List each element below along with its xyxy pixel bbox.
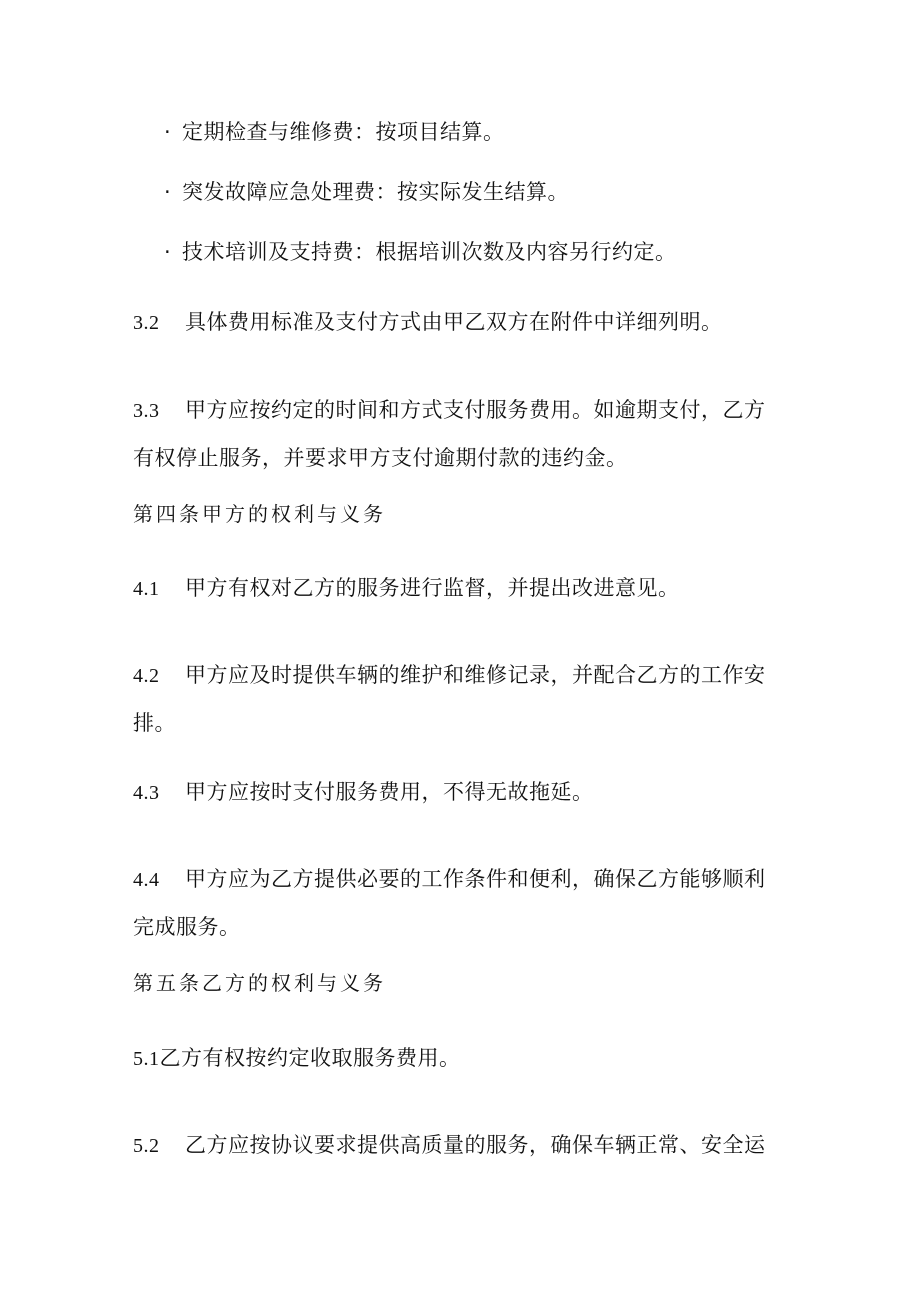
clause-number: 5.2 <box>133 1135 160 1157</box>
clause-4-1 <box>133 574 680 603</box>
clause-4-4 <box>133 865 766 894</box>
clause-4-2 <box>133 661 766 690</box>
bullet-text: 突发故障应急处理费：按实际发生结算。 <box>182 180 569 204</box>
clause-number: 5.1 <box>133 1048 160 1070</box>
clause-text: 甲方有权对乙方的服务进行监督，并提出改进意见。 <box>185 576 680 600</box>
clause-3-3-continued <box>133 444 628 472</box>
bullet-item <box>164 118 505 146</box>
clause-text: 具体费用标准及支付方式由甲乙双方在附件中详细列明。 <box>185 310 723 334</box>
clause-number: 4.3 <box>133 782 160 804</box>
clause-text: 有权停止服务，并要求甲方支付逾期付款的违约金。 <box>133 446 628 470</box>
clause-text: 甲方应按约定的时间和方式支付服务费用。如逾期支付，乙方 <box>185 398 766 422</box>
clause-3-3 <box>133 396 766 425</box>
bullet-item <box>164 178 569 206</box>
bullet-text: 技术培训及支持费：根据培训次数及内容另行约定。 <box>182 240 677 264</box>
clause-number: 4.2 <box>133 665 160 687</box>
clause-text: 甲方应按时支付服务费用，不得无故拖延。 <box>185 780 594 804</box>
article-5-heading: 第五条乙方的权利与义务 <box>133 971 386 995</box>
bullet-text: 定期检查与维修费：按项目结算。 <box>182 120 505 144</box>
clause-4-4-continued <box>133 913 241 941</box>
clause-5-2 <box>133 1131 766 1160</box>
clause-text: 乙方有权按约定收取服务费用。 <box>159 1046 461 1070</box>
clause-number: 4.1 <box>133 578 160 600</box>
bullet-item <box>164 238 677 266</box>
bullet-symbol: · <box>164 120 172 144</box>
clause-text: 完成服务。 <box>133 915 241 939</box>
clause-text: 甲方应及时提供车辆的维护和维修记录，并配合乙方的工作安 <box>185 663 766 687</box>
clause-number: 4.4 <box>133 869 160 891</box>
bullet-symbol: · <box>164 180 172 204</box>
clause-text: 甲方应为乙方提供必要的工作条件和便利，确保乙方能够顺利 <box>185 867 766 891</box>
clause-3-2 <box>133 308 723 337</box>
clause-4-3 <box>133 778 594 807</box>
clause-text: 乙方应按协议要求提供高质量的服务，确保车辆正常、安全运 <box>185 1133 766 1157</box>
clause-4-2-continued <box>133 709 176 737</box>
bullet-symbol: · <box>164 240 172 264</box>
clause-number: 3.2 <box>133 312 160 334</box>
clause-5-1 <box>133 1044 461 1073</box>
clause-text: 排。 <box>133 711 176 735</box>
article-4-heading: 第四条甲方的权利与义务 <box>133 502 386 526</box>
clause-number: 3.3 <box>133 400 160 422</box>
